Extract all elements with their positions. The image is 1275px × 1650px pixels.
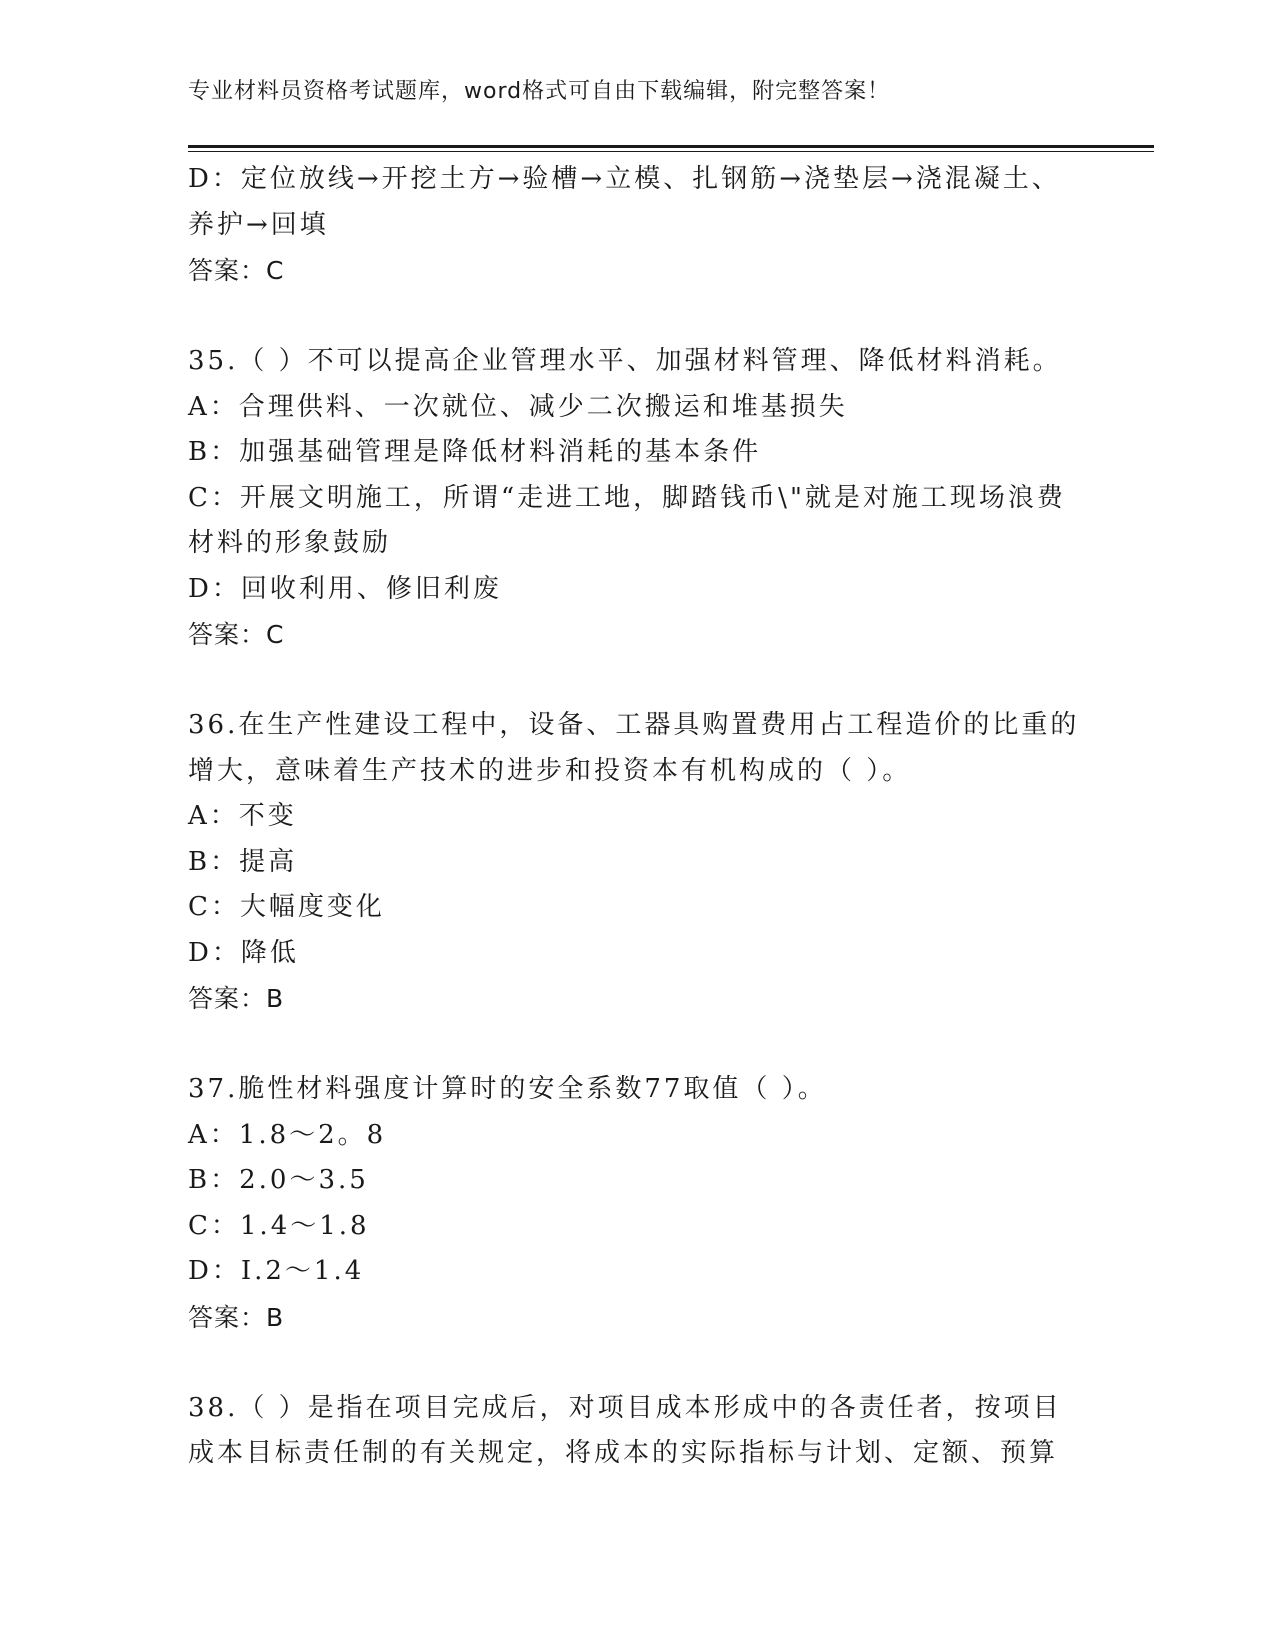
answer-label: 答案：B [188, 984, 285, 1013]
option-d: D：降低 [188, 937, 299, 968]
option-d-line-1: D：定位放线→开挖土方→验槽→立模、扎钢筋→浇垫层→浇混凝土、 [188, 164, 1061, 194]
question-stem-line-1: 36.在生产性建设工程中，设备、工器具购置费用占工程造价的比重的 [188, 710, 1080, 740]
question-stem: 35.（ ）不可以提高企业管理水平、加强材料管理、降低材料消耗。 [188, 346, 1062, 376]
option-b: B：加强基础管理是降低材料消耗的基本条件 [188, 437, 762, 467]
option-c: C：1.4～1.8 [188, 1210, 370, 1241]
option-a: A：1.8～2。8 [188, 1119, 387, 1150]
option-a: A：不变 [188, 801, 297, 831]
question-block-35 [188, 339, 1088, 658]
spacer [188, 658, 1088, 704]
header-rule-thick [188, 145, 1154, 148]
option-c-line-2: 材料的形象鼓励 [188, 528, 392, 558]
answer-label: 答案：C [188, 256, 285, 285]
question-block-36 [188, 703, 1088, 1022]
question-block-34 [188, 157, 1088, 294]
spacer [188, 294, 1088, 340]
header-rule-thin [188, 151, 1154, 152]
option-c-line-1: C：开展文明施工，所谓“走进工地，脚踏钱币\"就是对施工现场浪费 [188, 482, 1066, 513]
option-a: A：合理供料、一次就位、减少二次搬运和堆基损失 [188, 391, 848, 422]
option-d: D：I.2～1.4 [188, 1256, 365, 1286]
answer-label: 答案：C [188, 620, 285, 649]
question-stem-line-2: 增大，意味着生产技术的进步和投资本有机构成的（ ）。 [188, 755, 912, 786]
option-b: B：提高 [188, 846, 298, 877]
spacer [188, 1022, 1088, 1068]
option-b: B：2.0～3.5 [188, 1165, 369, 1195]
option-d-line-2: 养护→回填 [188, 209, 329, 240]
question-block-38 [188, 1386, 1088, 1477]
option-d: D：回收利用、修旧利废 [188, 573, 502, 604]
question-stem-line-1: 38.（ ）是指在项目完成后，对项目成本形成中的各责任者，按项目 [188, 1392, 1062, 1423]
question-block-37 [188, 1067, 1088, 1340]
page-header: 专业材料员资格考试题库，word格式可自由下载编辑，附完整答案！ [188, 79, 891, 104]
question-stem: 37.脆性材料强度计算时的安全系数77取值（ ）。 [188, 1074, 827, 1104]
question-stem-line-2: 成本目标责任制的有关规定，将成本的实际指标与计划、定额、预算 [188, 1438, 1059, 1468]
answer-label: 答案：B [188, 1302, 285, 1332]
option-c: C：大幅度变化 [188, 892, 385, 922]
spacer [188, 1340, 1088, 1386]
question-content [188, 157, 1088, 1477]
